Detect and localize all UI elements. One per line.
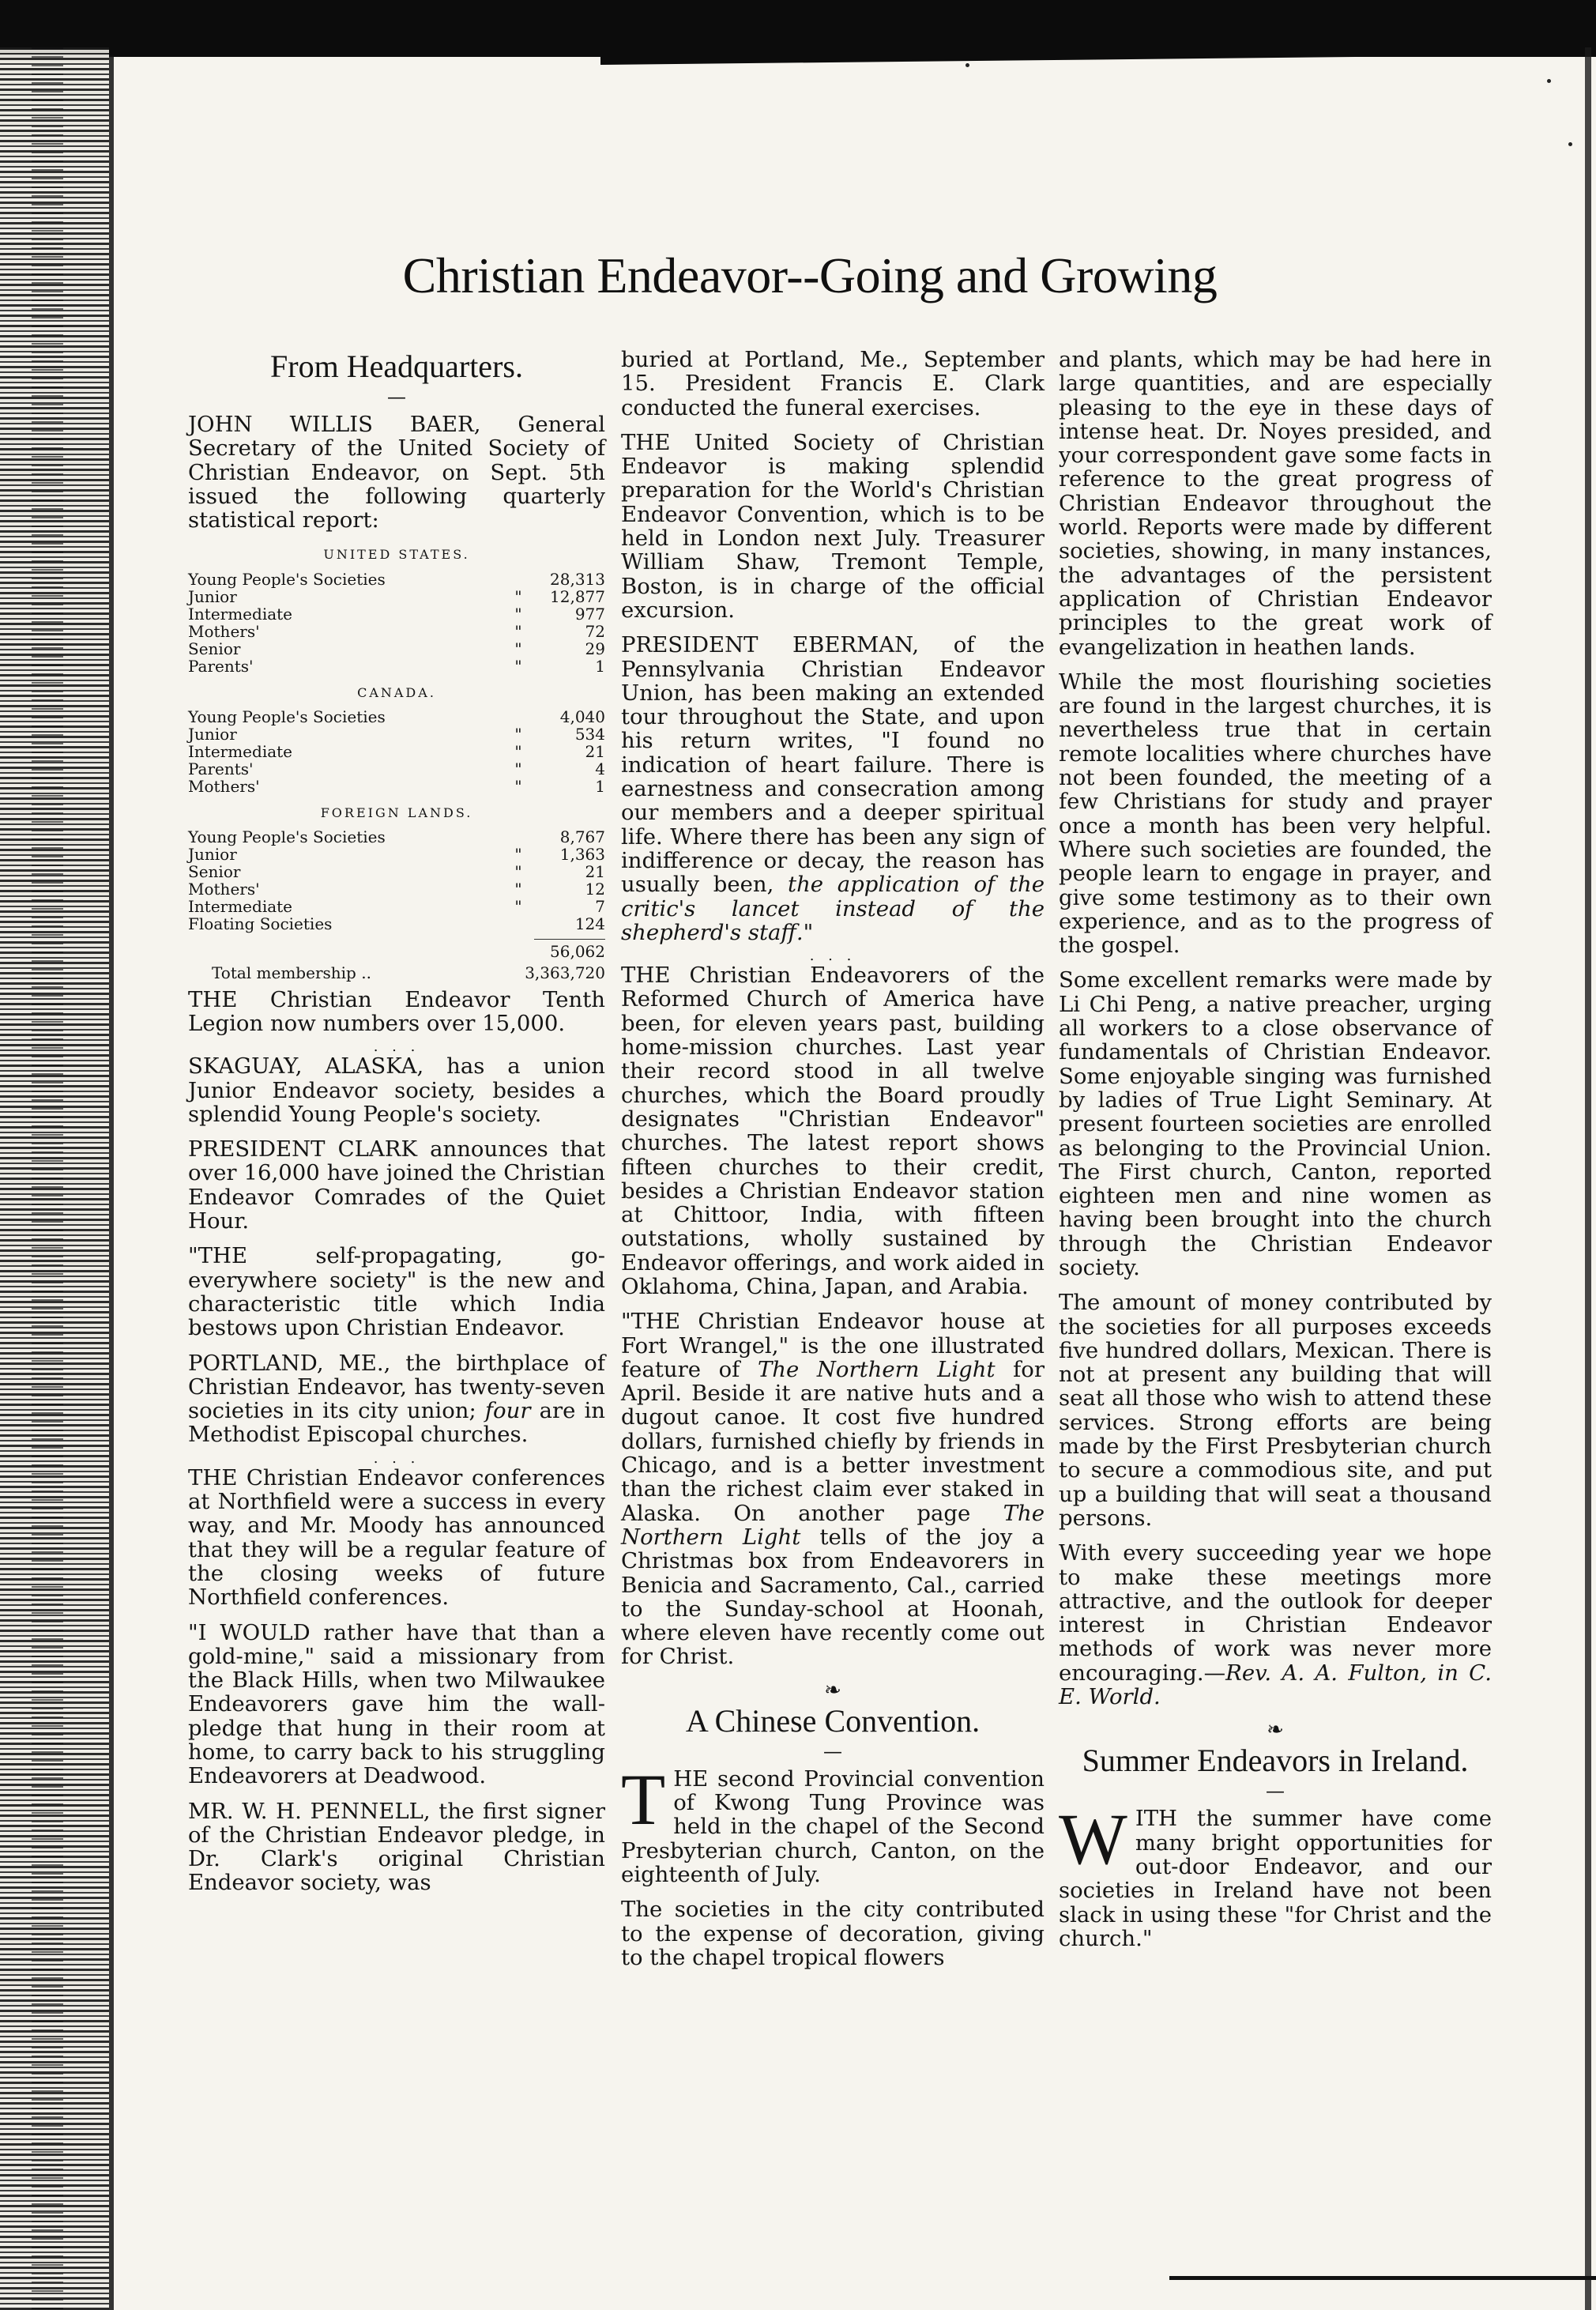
eberman-close-quote: " <box>803 919 814 945</box>
stats-row <box>188 898 605 915</box>
stats-value: 1,363 <box>559 845 605 865</box>
paragraph-succeeding-year <box>1059 1541 1492 1709</box>
stats-ditto: " <box>514 897 522 917</box>
stats-label: Intermediate <box>188 742 293 762</box>
paragraph-li-chi-peng: Some excellent remarks were made by Li Chi Peng, a native preacher, urging all workers to a close observance of fundamentals of Christian Endeavor. Some enjoyable singing was furnished by ladies of True Light Seminary. At present fourteen societies are enrolled as belonging to the Provincial Union. The First church, Canton, reported eighteen men and nine women as having been brought into the church through the Christian Endeavor society. <box>1059 967 1492 1280</box>
stats-row <box>188 863 605 880</box>
stats-row <box>188 760 605 778</box>
column-3 <box>1059 348 1492 1961</box>
scan-speck <box>966 63 969 67</box>
stats-total-value: 3,363,720 <box>525 963 605 982</box>
wrangel-text-b: for April. Beside it are native huts and a dugout canoe. It cost five hundred dollars, furnished chiefly by friends in Chicago, and is a better investment than the richest claim ever staked in Alaska. On another page <box>621 1356 1045 1526</box>
section-title-chinese-convention: A Chinese Convention. <box>685 1702 981 1739</box>
separator-dots: . . . <box>373 1038 420 1056</box>
stats-total-label: Total membership .. <box>212 963 371 982</box>
stats-ditto: " <box>514 725 522 744</box>
stats-label: Mothers' <box>188 880 260 899</box>
stats-label: Senior <box>188 862 241 882</box>
paragraph-fort-wrangel <box>621 1310 1045 1668</box>
stats-ditto: " <box>514 656 522 676</box>
left-binding-shadow <box>109 55 114 2310</box>
scan-speck <box>1547 79 1551 83</box>
stats-table <box>188 828 605 933</box>
stats-ditto: " <box>514 639 522 658</box>
paragraph-gold-mine: "I WOULD rather have that than a gold-mine," said a missionary from the Black Hills, when two Milwaukee Endeavorers gave him the wall-pledge that hung in their room at home, to carry back to his struggling Endeavorers at Deadwood. <box>188 1619 605 1789</box>
stats-label: Intermediate <box>188 897 293 917</box>
stats-row <box>188 588 605 605</box>
intro-paragraph: JOHN WILLIS BAER, General Secretary of the United Society of Christian Endeavor, on Sept. 5th issued the following quarterly statistical report: <box>188 412 605 533</box>
stats-ditto: " <box>514 845 522 865</box>
stats-row <box>188 623 605 640</box>
stats-label: Parents' <box>188 759 254 779</box>
stats-group-heading: FOREIGN LANDS. <box>320 805 473 821</box>
stats-row <box>188 743 605 760</box>
stats-label: Mothers' <box>188 777 260 797</box>
right-scan-border <box>1585 47 1591 2310</box>
stats-group-heading: UNITED STATES. <box>323 547 470 563</box>
paragraph-eberman <box>621 633 1045 944</box>
stats-row <box>188 915 605 933</box>
stats-row <box>188 571 605 588</box>
stats-ditto: " <box>514 742 522 762</box>
stats-row <box>188 778 605 795</box>
stats-row <box>188 658 605 675</box>
stats-label: Young People's Societies <box>188 827 386 847</box>
stats-label: Floating Societies <box>188 914 333 934</box>
stats-table <box>188 571 605 675</box>
stats-total-row <box>188 964 605 982</box>
paragraph-flourishing: While the most flourishing societies are found in the largest churches, it is nevertheless true that in certain remote localities where churches have not been founded, the meeting of a few Christians for study and prayer once a month has been very helpful. Where such societies are founded, the people learn to engage in prayer, and give some testimony as to their own experience, and as to the progress of the gospel. <box>1059 669 1492 959</box>
stats-row <box>188 725 605 743</box>
title-rule: — <box>387 386 406 408</box>
title-rule: — <box>823 1739 842 1762</box>
dropcap-t: T <box>621 1758 666 1840</box>
stats-ditto <box>503 708 534 725</box>
stats-value: 7 <box>595 897 605 917</box>
stats-ditto: " <box>514 621 522 641</box>
paragraph-kwong-tung <box>621 1758 1045 1887</box>
stats-ditto: " <box>514 880 522 899</box>
section-title-headquarters: From Headquarters. <box>270 349 523 384</box>
paragraph-india-title: "THE self-propagating, go-everywhere society" is the new and characteristic title which India bestows upon Christian Endeavor. <box>188 1243 605 1341</box>
column-1 <box>188 348 605 1906</box>
stats-total-table <box>188 964 605 982</box>
bottom-rule <box>1169 2276 1596 2280</box>
stats-value: 124 <box>574 914 605 934</box>
stats-row <box>188 605 605 623</box>
portland-text-b: are in Methodist Episcopal churches. <box>188 1398 605 1448</box>
stats-value: 977 <box>574 604 605 624</box>
left-binding-stitches <box>32 47 63 2310</box>
page-headline: Christian Endeavor--Going and Growing <box>402 247 1218 303</box>
wrangel-text-a: "THE Christian Endeavor house at Fort Wrangel," is the one illustrated feature of <box>621 1309 1045 1382</box>
stats-ditto: " <box>514 862 522 882</box>
stats-value: 1 <box>595 777 605 797</box>
wrangel-text-italic-2: The Northern Light <box>621 1500 1045 1550</box>
statistics-report <box>188 543 605 981</box>
kwong-tung-text: HE second Provincial convention of Kwong Tung Province was held in the chapel of the Second Presbyterian church, Canton, on the eighteenth of July. <box>621 1765 1045 1887</box>
portland-text-italic: four <box>484 1398 531 1424</box>
stats-row <box>188 640 605 658</box>
stats-value: 21 <box>585 862 605 882</box>
wrangel-text-italic-1: The Northern Light <box>757 1356 996 1382</box>
stats-ditto <box>503 828 534 846</box>
stats-label: Mothers' <box>188 621 260 641</box>
paragraph-pennell: MR. W. H. PENNELL, the first signer of the Christian Endeavor pledge, in Dr. Clark's original Christian Endeavor society, was <box>188 1798 605 1896</box>
ireland-text: ITH the summer have come many bright opportunities for out-door Endeavor, and our societies in Ireland have not been slack in using these "for Christ and the church." <box>1059 1806 1492 1951</box>
stats-label: Junior <box>188 845 237 865</box>
paragraph-northfield: THE Christian Endeavor conferences at Northfield were a success in every way, and Mr. Moody has announced that they will be a regular feature of the closing weeks of future Northfield conferences. <box>188 1464 605 1611</box>
stats-value: 4 <box>595 759 605 779</box>
wrangel-text-c: tells of the joy a Christmas box from Endeavorers in Benicia and Sacramento, Cal., carried to the Sunday-school at Hoonah, where eleven have recently come out for Christ. <box>621 1524 1045 1670</box>
paragraph-societies-contributed: The societies in the city contributed to the expense of decoration, giving to the chapel tropical flowers <box>621 1897 1045 1970</box>
stats-label: Junior <box>188 586 237 606</box>
paragraph-pennell-continued: buried at Portland, Me., September 15. President Francis E. Clark conducted the funeral exercises. <box>621 347 1045 420</box>
stats-row <box>188 828 605 846</box>
stats-label: Young People's Societies <box>188 707 386 727</box>
stats-label: Intermediate <box>188 604 293 624</box>
stats-row <box>188 880 605 898</box>
stats-value: 12 <box>585 880 605 899</box>
section-title-ireland: Summer Endeavors in Ireland. <box>1082 1743 1469 1779</box>
stats-value: 12,877 <box>550 586 605 606</box>
paragraph-skaguay: SKAGUAY, ALASKA, has a union Junior Endeavor society, besides a splendid Young People's society. <box>188 1053 605 1127</box>
paragraph-tenth-legion: THE Christian Endeavor Tenth Legion now numbers over 15,000. <box>188 986 605 1036</box>
column-2 <box>621 348 1045 1980</box>
stats-label: Parents' <box>188 656 254 676</box>
succeeding-text: With every succeeding year we hope to make these meetings more attractive, and the outlook for deeper interest in Christian Endeavor methods of work was never more encouraging.— <box>1059 1540 1492 1686</box>
eberman-text-a: PRESIDENT EBERMAN, of the Pennsylvania Christian Endeavor Union, has been making an extended tour throughout the State, and upon his return writes, "I found no indication of heart failure. There is earnestness and consecration among our members and a deeper spiritual life. Where there has been any sign of indifference or decay, the reason has usually been, <box>621 632 1045 898</box>
separator-dots: . . . <box>373 1449 420 1467</box>
stats-ditto: " <box>514 586 522 606</box>
stats-ditto <box>503 915 534 933</box>
paragraph-portland <box>188 1351 605 1447</box>
stats-value: 28,313 <box>550 569 605 589</box>
separator-dots: . . . <box>809 948 856 965</box>
stats-subtotal: 56,062 <box>534 939 605 963</box>
stats-ditto <box>503 571 534 588</box>
portland-text-a: PORTLAND, ME., the birthplace of Christian Endeavor, has twenty-seven societies in its city union; <box>188 1350 605 1424</box>
stats-label: Senior <box>188 639 241 658</box>
paragraph-ireland <box>1059 1799 1492 1951</box>
title-rule: — <box>1266 1780 1285 1803</box>
stats-row <box>188 708 605 725</box>
stats-group-heading: CANADA. <box>357 684 436 700</box>
paragraph-reformed-church: THE Christian Endeavorers of the Reformed Church of America have been, for eleven years past, building home-mission churches. Last year their record stood in all twelve churches, which the Board proudly designates "Christian Endeavor" churches. The latest report shows fifteen churches to their credit, besides a Christian Endeavor station at Chittoor, India, with fifteen outstations, wholly sustained by Endeavor offerings, and work aided in Oklahoma, China, Japan, and Arabia. <box>621 963 1045 1299</box>
stats-ditto: " <box>514 777 522 797</box>
stats-value: 21 <box>585 742 605 762</box>
paragraph-plants: and plants, which may be had here in large quantities, and are especially pleasing to the eye in these days of intense heat. Dr. Noyes presided, and your correspondent gave some facts in reference to the great progress of Christian Endeavor throughout the world. Reports were made by different societies, showing, in many instances, the advantages of the persistent application of Christian Endeavor principles to the great work of evangelization in heathen lands. <box>1059 347 1492 660</box>
ornament-icon: ❧ <box>1267 1718 1284 1743</box>
ornament-icon: ❧ <box>824 1678 841 1702</box>
stats-value: 72 <box>585 621 605 641</box>
eberman-text-italic: the application of the critic's lancet instead of the shepherd's staff. <box>621 872 1045 945</box>
paragraph-money: The amount of money contributed by the societies for all purposes exceeds five hundred dollars, Mexican. There is not at present any building that will seat all those who wish to attend these services. Strong efforts are being made by the First Presbyterian church to secure a commodious site, and put up a building that will seat a thousand persons. <box>1059 1290 1492 1531</box>
stats-label: Young People's Societies <box>188 569 386 589</box>
paragraph-world-convention: THE United Society of Christian Endeavor is making splendid preparation for the World's Christian Endeavor Convention, which is to be held in London next July. Treasurer William Shaw, Tremont Temple, Boston, is in charge of the official excursion. <box>621 429 1045 623</box>
stats-row <box>188 846 605 863</box>
stats-value: 534 <box>574 725 605 744</box>
stats-label: Junior <box>188 725 237 744</box>
scan-speck <box>1568 142 1572 146</box>
stats-ditto: " <box>514 759 522 779</box>
paragraph-president-clark: PRESIDENT CLARK announces that over 16,000 have joined the Christian Endeavor Comrades of the Quiet Hour. <box>188 1136 605 1234</box>
stats-ditto: " <box>514 604 522 624</box>
stats-value: 8,767 <box>559 827 605 847</box>
stats-value: 1 <box>595 656 605 676</box>
succeeding-attribution: Rev. A. A. Fulton, in C. E. World. <box>1059 1660 1492 1710</box>
stats-value: 4,040 <box>559 707 605 727</box>
stats-value: 29 <box>585 639 605 658</box>
stats-table <box>188 708 605 795</box>
dropcap-w: W <box>1059 1799 1127 1880</box>
